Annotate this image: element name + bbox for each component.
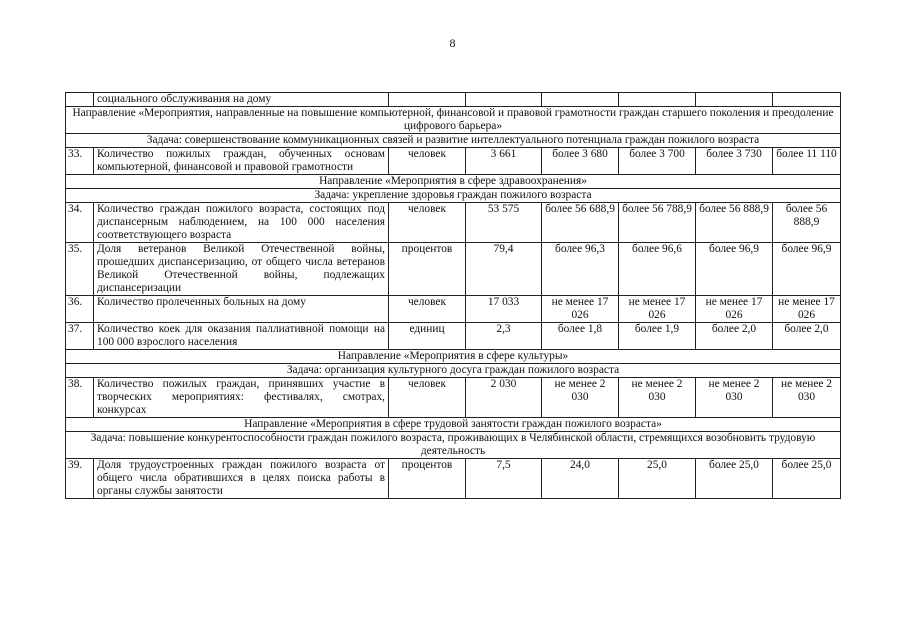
value-cell: более 2,0	[696, 323, 773, 350]
section-heading-row	[66, 432, 841, 459]
section-heading-row	[66, 350, 841, 364]
row-number: 36.	[66, 296, 94, 323]
value-cell: 2,3	[466, 323, 542, 350]
section-heading: Направление «Мероприятия в сфере трудовой занятости граждан пожилого возраста»	[66, 418, 841, 432]
section-heading: Задача: организация культурного досуга граждан пожилого возраста	[66, 364, 841, 378]
value-cell: более 1,8	[542, 323, 619, 350]
unit-cell: человек	[389, 148, 466, 175]
table-row	[66, 378, 841, 418]
value-cell: не менее 2 030	[619, 378, 696, 418]
value-cell	[542, 93, 619, 107]
value-cell: не менее 17 026	[542, 296, 619, 323]
value-cell: более 3 700	[619, 148, 696, 175]
value-cell	[773, 93, 841, 107]
table-row-continued	[66, 93, 841, 107]
indicator-name: социального обслуживания на дому	[94, 93, 389, 107]
value-cell: более 25,0	[773, 459, 841, 499]
section-heading-row	[66, 107, 841, 134]
table-row	[66, 459, 841, 499]
section-heading-row	[66, 175, 841, 189]
value-cell: 24,0	[542, 459, 619, 499]
row-number: 37.	[66, 323, 94, 350]
table-row	[66, 323, 841, 350]
table-row	[66, 203, 841, 243]
value-cell: не менее 2 030	[773, 378, 841, 418]
indicator-name: Доля трудоустроенных граждан пожилого возраста от общего числа обратившихся в целях поиска работы в органы службы занятости	[94, 459, 389, 499]
value-cell: 25,0	[619, 459, 696, 499]
value-cell: 79,4	[466, 243, 542, 296]
value-cell: не менее 2 030	[696, 378, 773, 418]
value-cell: более 1,9	[619, 323, 696, 350]
value-cell: 2 030	[466, 378, 542, 418]
unit-cell: человек	[389, 378, 466, 418]
row-number: 33.	[66, 148, 94, 175]
section-heading-row	[66, 189, 841, 203]
unit-cell: единиц	[389, 323, 466, 350]
value-cell: не менее 2 030	[542, 378, 619, 418]
indicator-name: Количество пролеченных больных на дому	[94, 296, 389, 323]
value-cell	[696, 93, 773, 107]
indicators-table-container	[65, 92, 840, 499]
indicator-name: Количество коек для оказания паллиативной помощи на 100 000 взрослого населения	[94, 323, 389, 350]
section-heading: Направление «Мероприятия, направленные на повышение компьютерной, финансовой и правовой грамотности граждан старшего поколения и преодоление цифрового барьера»	[66, 107, 841, 134]
value-cell: более 96,9	[696, 243, 773, 296]
table-row	[66, 296, 841, 323]
value-cell: более 56 788,9	[619, 203, 696, 243]
row-number: 34.	[66, 203, 94, 243]
value-cell	[466, 93, 542, 107]
value-cell: более 56 888,9	[773, 203, 841, 243]
value-cell: более 96,6	[619, 243, 696, 296]
table-row	[66, 148, 841, 175]
section-heading: Задача: повышение конкурентоспособности граждан пожилого возраста, проживающих в Челябинской области, стремящихся возобновить трудовую деятельность	[66, 432, 841, 459]
section-heading-row	[66, 364, 841, 378]
row-number: 39.	[66, 459, 94, 499]
value-cell: не менее 17 026	[619, 296, 696, 323]
indicator-name: Количество пожилых граждан, принявших участие в творческих мероприятиях: фестивалях, смотрах, конкурсах	[94, 378, 389, 418]
page-number: 8	[449, 36, 456, 50]
unit-cell: человек	[389, 203, 466, 243]
value-cell: не менее 17 026	[773, 296, 841, 323]
value-cell: 7,5	[466, 459, 542, 499]
indicators-table	[65, 92, 841, 499]
section-heading-row	[66, 418, 841, 432]
value-cell: более 3 680	[542, 148, 619, 175]
row-number: 38.	[66, 378, 94, 418]
value-cell: более 2,0	[773, 323, 841, 350]
section-heading: Задача: совершенствование коммуникационных связей и развитие интеллектуального потенциала граждан пожилого возраста	[66, 134, 841, 148]
value-cell: 3 661	[466, 148, 542, 175]
section-heading: Направление «Мероприятия в сфере здравоохранения»	[66, 175, 841, 189]
value-cell: более 3 730	[696, 148, 773, 175]
value-cell: не менее 17 026	[696, 296, 773, 323]
unit-cell: процентов	[389, 243, 466, 296]
section-heading-row	[66, 134, 841, 148]
indicator-name: Количество пожилых граждан, обученных основам компьютерной, финансовой и правовой грамотности	[94, 148, 389, 175]
indicator-name: Количество граждан пожилого возраста, состоящих под диспансерным наблюдением, на 100 000 населения соответствующего возраста	[94, 203, 389, 243]
value-cell: 17 033	[466, 296, 542, 323]
unit-cell: человек	[389, 296, 466, 323]
unit-cell: процентов	[389, 459, 466, 499]
value-cell: более 96,9	[773, 243, 841, 296]
unit-cell	[389, 93, 466, 107]
value-cell: более 25,0	[696, 459, 773, 499]
value-cell: 53 575	[466, 203, 542, 243]
value-cell: более 56 688,9	[542, 203, 619, 243]
table-row	[66, 243, 841, 296]
section-heading: Направление «Мероприятия в сфере культуры»	[66, 350, 841, 364]
value-cell	[619, 93, 696, 107]
value-cell: более 56 888,9	[696, 203, 773, 243]
table-body	[66, 93, 841, 499]
value-cell: более 96,3	[542, 243, 619, 296]
indicator-name: Доля ветеранов Великой Отечественной войны, прошедших диспансеризацию, от общего числа ветеранов Великой Отечественной войны, подлежащих диспансеризации	[94, 243, 389, 296]
row-number: 35.	[66, 243, 94, 296]
row-number	[66, 93, 94, 107]
section-heading: Задача: укрепление здоровья граждан пожилого возраста	[66, 189, 841, 203]
value-cell: более 11 110	[773, 148, 841, 175]
